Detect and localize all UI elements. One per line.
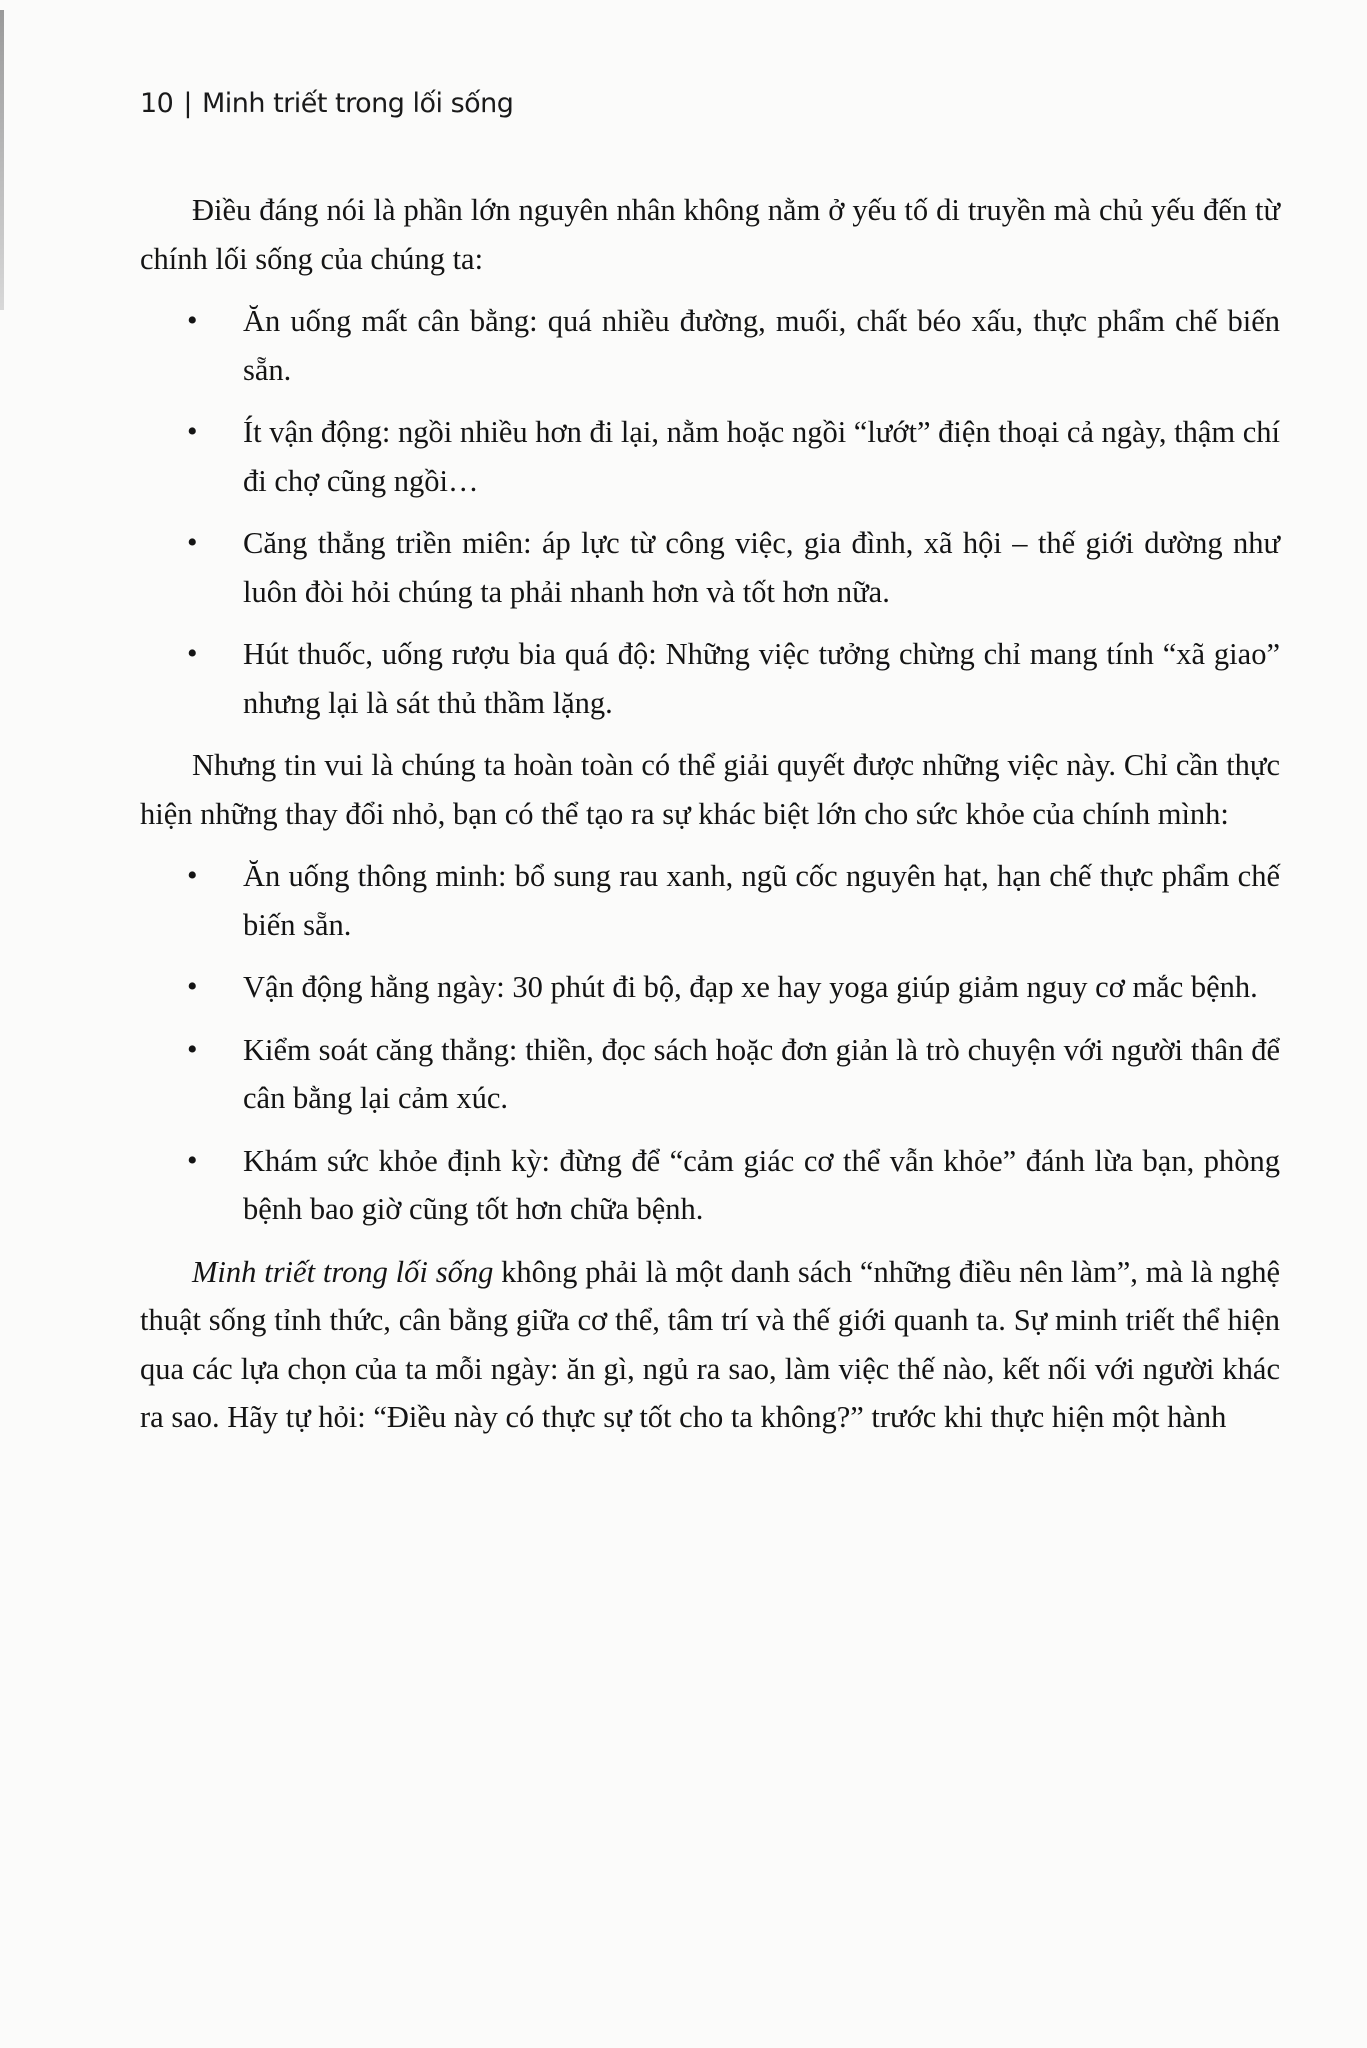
list-item [140, 408, 1280, 505]
list-item [140, 297, 1280, 394]
paragraph-philosophy-text: không phải là một danh sách “những điều nên làm”, mà là nghệ thuật sống tỉnh thức, cân bằng giữa cơ thể, tâm trí và thế giới quanh ta. Sự minh triết thể hiện qua các lựa chọn của ta mỗi ngày: ăn gì, ngủ ra sao, làm việc thế nào, kết nối với người khác ra sao. Hãy tự hỏi: “Điều này có thực sự tốt cho ta không?” trước khi thực hiện một hành [140, 1254, 1280, 1434]
list-item [140, 519, 1280, 616]
bullet-icon: • [187, 1032, 198, 1066]
solutions-list [140, 852, 1280, 1234]
list-item-text: Hút thuốc, uống rượu bia quá độ: Những việc tưởng chừng chỉ mang tính “xã giao” nhưng lại là sát thủ thầm lặng. [243, 637, 1280, 720]
page-number: 10 [140, 88, 174, 119]
list-item [140, 1026, 1280, 1123]
list-item-text: Ăn uống thông minh: bổ sung rau xanh, ngũ cốc nguyên hạt, hạn chế thực phẩm chế biến sẵn. [243, 859, 1280, 942]
list-item [140, 852, 1280, 949]
list-item [140, 630, 1280, 727]
list-item-text: Khám sức khỏe định kỳ: đừng để “cảm giác cơ thể vẫn khỏe” đánh lừa bạn, phòng bệnh bao giờ cũng tốt hơn chữa bệnh. [243, 1143, 1280, 1226]
causes-list [140, 297, 1280, 727]
book-title: Minh triết trong lối sống [201, 88, 514, 119]
bullet-icon: • [187, 415, 198, 448]
list-item-text: Vận động hằng ngày: 30 phút đi bộ, đạp xe hay yoga giúp giảm nguy cơ mắc bệnh. [243, 970, 1258, 1004]
list-item [140, 1137, 1280, 1234]
paragraph-philosophy [140, 1248, 1280, 1442]
list-item [140, 963, 1280, 1012]
list-item-text: Kiểm soát căng thẳng: thiền, đọc sách hoặc đơn giản là trò chuyện với người thân để cân bằng lại cảm xúc. [243, 1032, 1280, 1115]
list-item-text: Ít vận động: ngồi nhiều hơn đi lại, nằm hoặc ngồi “lướt” điện thoại cả ngày, thậm chí đi chợ cũng ngồi… [243, 415, 1280, 498]
paragraph-intro: Điều đáng nói là phần lớn nguyên nhân không nằm ở yếu tố di truyền mà chủ yếu đến từ chính lối sống của chúng ta: [140, 193, 1280, 276]
bullet-icon: • [187, 970, 198, 1003]
running-head [140, 88, 513, 119]
header-separator: | [183, 88, 192, 119]
list-item-text: Căng thẳng triền miên: áp lực từ công việc, gia đình, xã hội – thế giới dường như luôn đòi hỏi chúng ta phải nhanh hơn và tốt hơn nữa. [243, 526, 1280, 609]
body-text [140, 186, 1280, 1456]
list-item-text: Ăn uống mất cân bằng: quá nhiều đường, muối, chất béo xấu, thực phẩm chế biến sẵn. [243, 304, 1280, 387]
bullet-icon: • [187, 637, 198, 670]
paragraph-good-news: Nhưng tin vui là chúng ta hoàn toàn có thể giải quyết được những việc này. Chỉ cần thực hiện những thay đổi nhỏ, bạn có thể tạo ra sự khác biệt lớn cho sức khỏe của chính mình: [140, 748, 1280, 831]
bullet-icon: • [187, 526, 198, 559]
bullet-icon: • [187, 304, 198, 337]
bullet-icon: • [187, 1143, 198, 1177]
bullet-icon: • [187, 859, 198, 892]
book-title-italic: Minh triết trong lối sống [192, 1254, 494, 1289]
